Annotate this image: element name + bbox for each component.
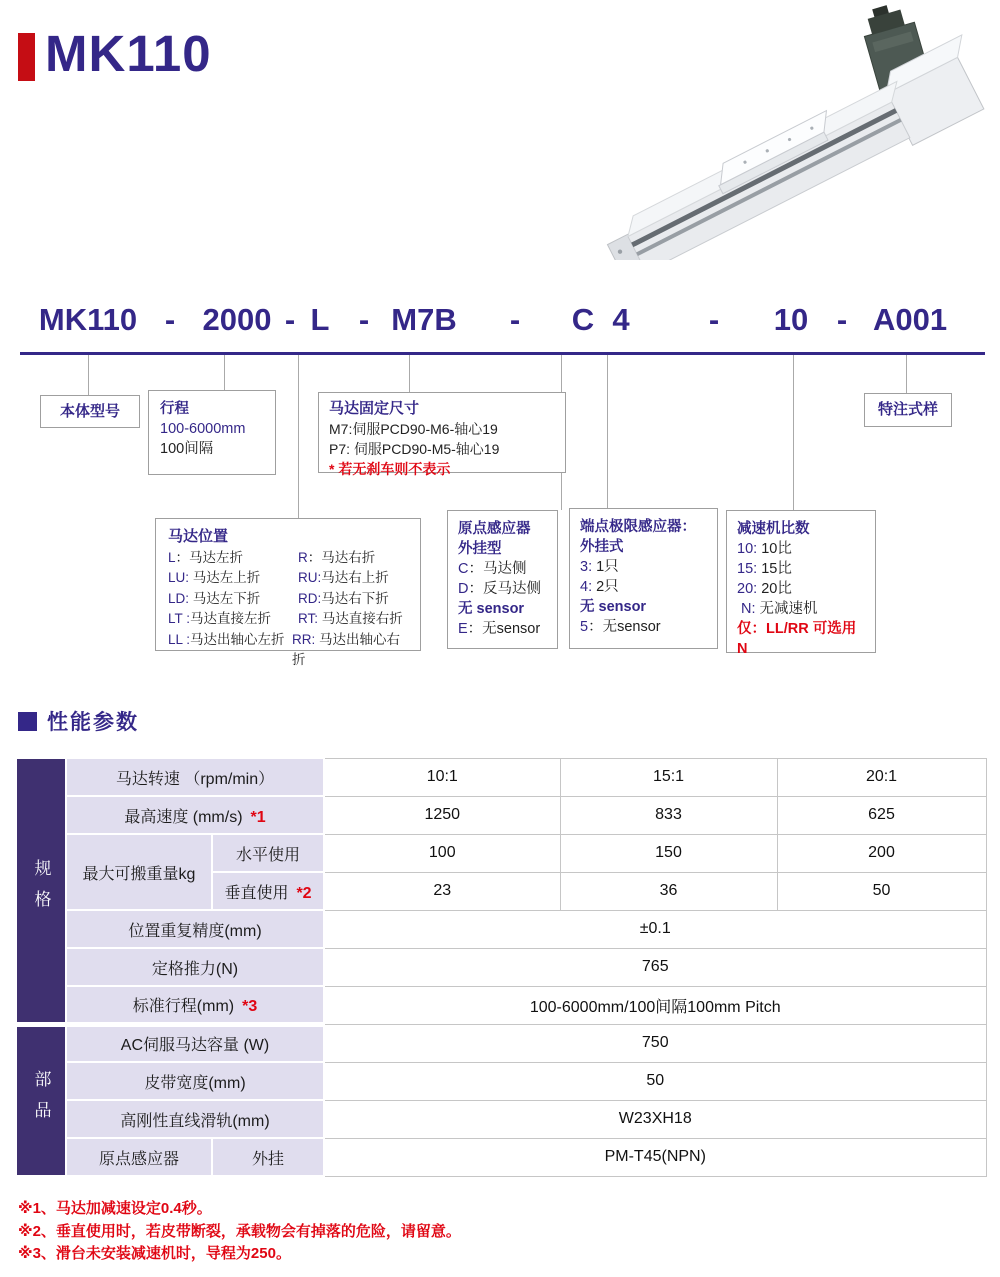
code-body: MK110 (38, 302, 138, 337)
callout-title: 端点极限感应器： (580, 519, 696, 535)
code-dash: - (708, 302, 720, 337)
callout-title: 马达位置 (168, 528, 229, 545)
sensor-desc: 2只 (592, 579, 619, 595)
stroke-range: 100-6000mm (160, 421, 246, 437)
row-label: 高刚性直线滑轨(mm) (66, 1100, 324, 1138)
performance-heading-label: 性能参数 (47, 711, 139, 734)
connector-line (88, 355, 89, 395)
vmax-20: 625 (777, 796, 986, 834)
reducer-code: 20: (737, 581, 758, 597)
performance-heading (18, 706, 139, 736)
position-code: LD: (168, 590, 190, 606)
position-desc: ：马达右折 (307, 549, 376, 565)
mount-option-m7: M7:伺服PCD90-M6-轴心19 (329, 421, 498, 437)
sensor-desc: ：马达侧 (468, 561, 527, 577)
ratio-15: 15:1 (560, 758, 777, 796)
code-dash: - (358, 302, 370, 337)
code-dash: - (836, 302, 848, 337)
code-dash: - (284, 302, 296, 337)
callout-special (864, 393, 952, 427)
position-code: RD: (298, 590, 322, 606)
table-row (16, 910, 986, 948)
sensor-desc: 1只 (592, 559, 619, 575)
thrust-value: 765 (324, 948, 986, 986)
mount-option-p7: P7: 伺服PCD90-M5-轴心19 (329, 441, 500, 457)
code-reducer: 10 (773, 302, 809, 337)
footnote-ref: *1 (250, 808, 266, 826)
payload-horiz-20: 200 (777, 834, 986, 872)
motor-capacity-value: 750 (324, 1024, 986, 1062)
linear-rail (600, 35, 996, 260)
reducer-note: 仅：LL/RR 可选用 N (737, 621, 857, 657)
page-title: MK110 (45, 25, 212, 82)
row-label: 定格推力(N) (66, 948, 324, 986)
connector-line (906, 355, 907, 393)
position-code: RR: (292, 631, 316, 647)
position-desc: 马达直接左折 (190, 611, 272, 626)
callout-title: 原点感应器 (458, 521, 531, 537)
performance-table (15, 757, 987, 1177)
product-image (600, 0, 1000, 260)
callout-title: 马达固定尺寸 (329, 400, 420, 417)
position-code: LL : (168, 631, 191, 647)
sub-label: 外挂 (212, 1138, 324, 1176)
belt-width-value: 50 (324, 1062, 986, 1100)
position-code: LU: (168, 570, 190, 585)
row-label: 位置重复精度(mm) (66, 910, 324, 948)
position-code: L (168, 549, 176, 565)
callout-limit-sensor (569, 508, 718, 649)
sensor-desc: ：无sensor (588, 619, 661, 635)
reducer-code: 15: (737, 561, 758, 577)
mount-note: * 若无刹车则不表示 (329, 461, 451, 477)
reducer-code: N: (741, 601, 756, 617)
code-stroke: 2000 (202, 302, 272, 337)
callout-subtitle: 外挂型 (458, 541, 502, 557)
table-row (16, 758, 986, 796)
position-row (168, 568, 408, 589)
footnote-2: ※2、垂直使用时，若皮带断裂，承载物会有掉落的危险，请留意。 (18, 1222, 461, 1240)
payload-vert-15: 36 (560, 872, 777, 910)
position-code: LT : (168, 611, 191, 626)
table-row (16, 1100, 986, 1138)
table-row (16, 1138, 986, 1176)
code-underline (20, 352, 985, 355)
position-desc: 马达右下折 (321, 590, 389, 606)
callout-body-model (40, 395, 140, 428)
code-limit-sensor: 4 (612, 302, 630, 337)
no-sensor-label: 无 sensor (458, 601, 525, 617)
sensor-desc: ：无sensor (467, 621, 541, 637)
callout-origin-sensor (447, 510, 558, 649)
sensor-code: 4: (580, 579, 593, 595)
ratio-10: 10:1 (324, 758, 560, 796)
reducer-desc: 20比 (757, 581, 792, 597)
sensor-desc: ：反马达侧 (468, 581, 541, 597)
table-row (16, 986, 986, 1024)
row-label: 标准行程(mm) *3 (66, 986, 324, 1024)
position-desc: 马达左下折 (189, 590, 261, 606)
table-row (16, 1024, 986, 1062)
position-row (168, 630, 408, 671)
sensor-code: 5 (580, 619, 589, 635)
rail-value: W23XH18 (324, 1100, 986, 1138)
no-sensor-label: 无 sensor (580, 599, 647, 615)
payload-vert-20: 50 (777, 872, 986, 910)
callout-motor-position (155, 518, 421, 667)
payload-vert-10: 23 (324, 872, 560, 910)
payload-horiz-10: 100 (324, 834, 560, 872)
code-motor-mount: M7B (391, 302, 457, 337)
position-code: RT: (298, 611, 319, 626)
callout-title: 行程 (160, 401, 189, 417)
sub-label: 水平使用 (212, 834, 324, 872)
code-origin-sensor: C (571, 302, 595, 337)
section-parts: 部品 (16, 1024, 66, 1176)
callout-title: 减速机比数 (737, 521, 810, 537)
callout-title: 特注式样 (877, 401, 938, 418)
ratio-20: 20:1 (777, 758, 986, 796)
footnotes (18, 1198, 461, 1266)
row-label: 马达转速 （rpm/min） (66, 758, 324, 796)
table-row (16, 948, 986, 986)
sensor-code: 3: (580, 559, 593, 575)
callout-motor-mount (318, 392, 566, 477)
stroke-pitch: 100间隔 (160, 441, 214, 457)
callout-subtitle: 外挂式 (580, 539, 624, 555)
table-row (16, 834, 986, 872)
position-desc: 马达左上折 (189, 570, 261, 585)
position-code: RU: (298, 570, 322, 585)
position-desc: ：马达左折 (175, 549, 244, 565)
payload-horiz-15: 150 (560, 834, 777, 872)
position-code: R (298, 549, 308, 565)
footnote-1: ※1、马达加减速设定0.4秒。 (18, 1200, 212, 1217)
sensor-code: E (458, 621, 468, 637)
code-special: A001 (872, 302, 948, 337)
reducer-desc: 10比 (757, 541, 792, 557)
sub-label: 垂直使用 *2 (212, 872, 324, 910)
origin-sensor-value: PM-T45(NPN) (324, 1138, 986, 1176)
row-label: 最高速度 (mm/s) *1 (66, 796, 324, 834)
reducer-desc: 无减速机 (755, 601, 818, 617)
reducer-code: 10: (737, 541, 758, 557)
connector-line (298, 355, 299, 518)
vmax-10: 1250 (324, 796, 560, 834)
table-row (16, 796, 986, 834)
callout-reducer (726, 510, 876, 657)
code-dash: - (164, 302, 176, 337)
callout-title: 本体型号 (59, 402, 120, 420)
red-accent-bar (18, 33, 35, 81)
position-desc: 马达出轴心左折 (190, 631, 285, 647)
position-desc: 马达右上折 (321, 570, 389, 585)
footnote-ref: *3 (242, 997, 258, 1015)
sensor-code: C (458, 561, 469, 577)
row-label: 原点感应器 (66, 1138, 212, 1176)
sensor-code: D (458, 581, 469, 597)
code-dash: - (509, 302, 521, 337)
row-label: AC伺服马达容量 (W) (66, 1024, 324, 1062)
position-row (168, 548, 408, 569)
position-row (168, 609, 408, 630)
connector-line (409, 355, 410, 392)
connector-line (793, 355, 794, 510)
square-bullet-icon (18, 712, 37, 731)
footnote-3: ※3、滑台未安装减速机时，导程为250。 (18, 1245, 291, 1262)
position-desc: 马达出轴心右折 (292, 631, 401, 667)
model-code (0, 302, 1000, 342)
reducer-desc: 15比 (757, 561, 792, 577)
repeatability-value: ±0.1 (324, 910, 986, 948)
row-label: 皮带宽度(mm) (66, 1062, 324, 1100)
footnote-ref: *2 (296, 884, 312, 902)
stroke-value: 100-6000mm/100间隔100mm Pitch (324, 986, 986, 1024)
position-desc: 马达直接右折 (318, 611, 403, 626)
callout-stroke (148, 390, 276, 475)
position-row (168, 589, 408, 610)
table-row (16, 1062, 986, 1100)
vmax-15: 833 (560, 796, 777, 834)
row-label: 最大可搬重量kg (66, 834, 212, 910)
connector-line (607, 355, 608, 508)
section-spec: 规格 (16, 758, 66, 1024)
connector-line (224, 355, 225, 390)
code-motor-position: L (310, 302, 330, 337)
